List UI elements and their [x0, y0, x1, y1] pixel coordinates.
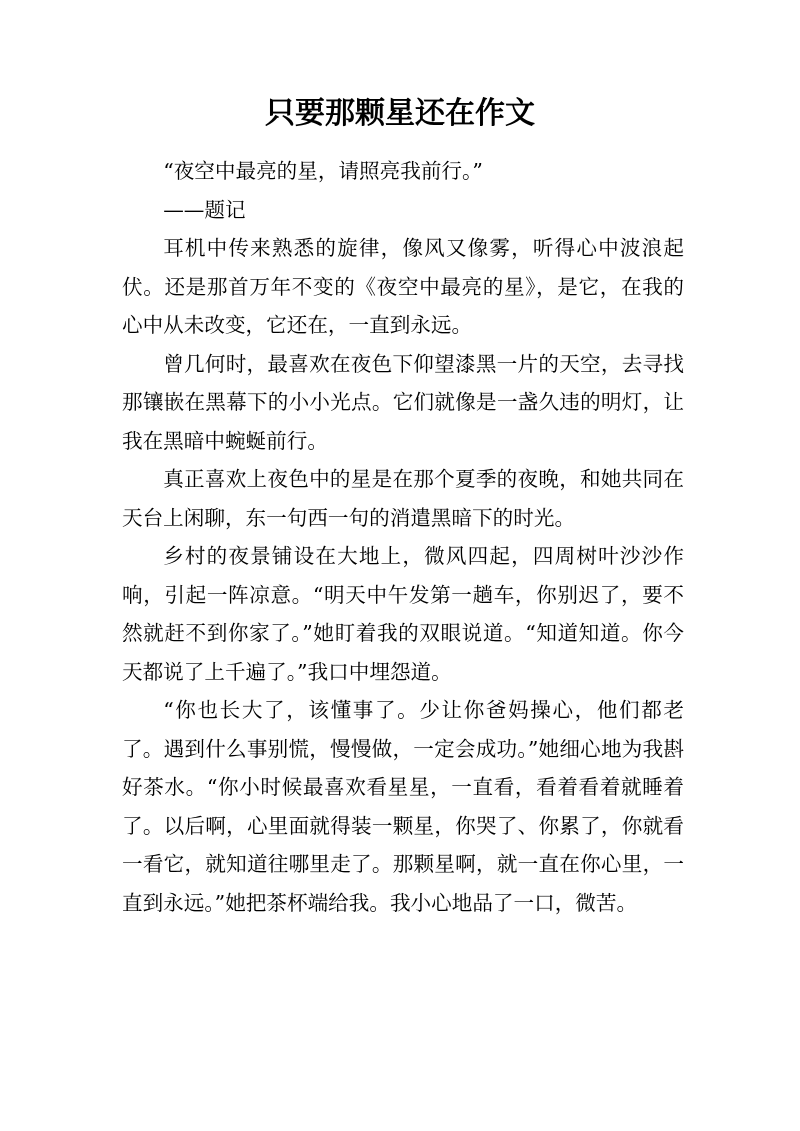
paragraph-epigraph-attribution: ——题记 [163, 197, 246, 222]
paragraph-epigraph: “夜空中最亮的星，请照亮我前行。” [163, 159, 483, 183]
paragraph: 真正喜欢上夜色中的星是在那个夏季的夜晚，和她共同在天台上闲聊，东一句西一句的消遣黑暗下的时光。 [122, 467, 684, 530]
paragraph: 乡村的夜景铺设在大地上，微风四起，四周树叶沙沙作响，引起一阵凉意。“明天中午发第一趟车，你别迟了，要不然就赶不到你家了。”她盯着我的双眼说道。“知道知道。你今天都说了上千遍了。”我口中埋怨道。 [122, 544, 684, 684]
document-body [122, 152, 684, 922]
paragraph: 耳机中传来熟悉的旋律，像风又像雾，听得心中波浪起伏。还是那首万年不变的《夜空中最亮的星》，是它，在我的心中从未改变，它还在，一直到永远。 [122, 236, 684, 337]
paragraph: “你也长大了，该懂事了。少让你爸妈操心，他们都老了。遇到什么事别慌，慢慢做，一定会成功。”她细心地为我斟好茶水。“你小时候最喜欢看星星，一直看，看着看着就睡着了。以后啊，心里面就得装一颗星，你哭了、你累了，你就看一看它，就知道往哪里走了。那颗星啊，就一直在你心里，一直到永远。”她把茶杯端给我。我小心地品了一口，微苦。 [122, 698, 684, 915]
paragraph: 曾几何时，最喜欢在夜色下仰望漆黑一片的天空，去寻找那镶嵌在黑幕下的小小光点。它们就像是一盏久违的明灯，让我在黑暗中蜿蜒前行。 [122, 351, 684, 453]
document-title: 只要那颗星还在作文 [265, 96, 535, 131]
